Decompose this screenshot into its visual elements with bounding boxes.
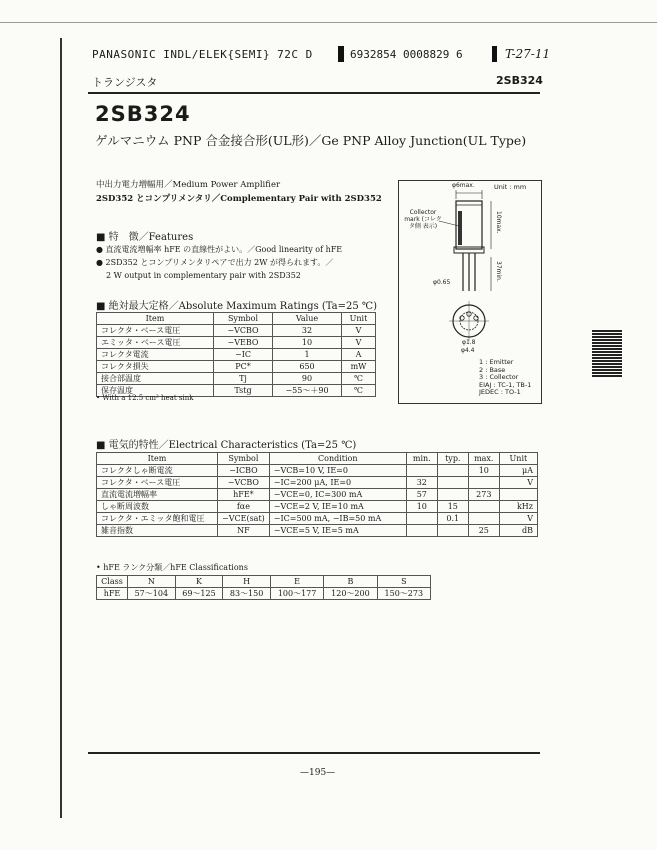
cell: −VEBO bbox=[214, 337, 273, 349]
header-code-line: 6932854 0008829 6 bbox=[350, 48, 463, 61]
cell: −IC=200 μA, IE=0 bbox=[269, 477, 406, 489]
table-row bbox=[97, 465, 538, 477]
table-row bbox=[97, 373, 376, 385]
diagram-pin-list bbox=[479, 359, 531, 397]
cell: −VCB=10 V, IE=0 bbox=[269, 465, 406, 477]
abs-max-table bbox=[96, 312, 376, 397]
table-header-row bbox=[97, 576, 431, 588]
cell: −VCE=5 V, IE=5 mA bbox=[269, 525, 406, 537]
cell: Tj bbox=[214, 373, 273, 385]
cell: E bbox=[270, 576, 323, 588]
diagram-dim-base: φ4.4 bbox=[461, 347, 475, 354]
cell: 10 bbox=[468, 465, 499, 477]
diagram-unit: Unit : mm bbox=[494, 183, 527, 191]
cell bbox=[437, 465, 468, 477]
left-border bbox=[60, 38, 62, 818]
cell: PC* bbox=[214, 361, 273, 373]
cell: コレクタ・ベース電圧 bbox=[97, 477, 218, 489]
cell: fαe bbox=[218, 501, 270, 513]
cell: コレクタ・ベース電圧 bbox=[97, 325, 214, 337]
cell: hFE* bbox=[218, 489, 270, 501]
eiaj-label: EIAJ : TC-1, TB-1 bbox=[479, 380, 532, 389]
elec-table bbox=[96, 452, 538, 537]
cell: 69～125 bbox=[175, 588, 223, 600]
diagram-dim-top: φ6max. bbox=[452, 182, 475, 189]
cell: −VCE=0, IC=300 mA bbox=[269, 489, 406, 501]
elec-title: ■ 電気的特性／Electrical Characteristics (Ta=25 ℃) bbox=[96, 440, 357, 451]
cell: しゃ断周波数 bbox=[97, 501, 218, 513]
diagram-dim-lead-length: 37min. bbox=[495, 261, 502, 282]
index-thumb-tab bbox=[592, 330, 622, 378]
cell: 57～104 bbox=[128, 588, 176, 600]
cell: 32 bbox=[406, 477, 437, 489]
col-header: Item bbox=[97, 453, 218, 465]
cell: 10 bbox=[406, 501, 437, 513]
table-row bbox=[97, 361, 376, 373]
cell: mW bbox=[342, 361, 376, 373]
application-line-2: 2SD352 とコンプリメンタリ／Complementary Pair with 2SD352 bbox=[96, 194, 382, 204]
cell: 接合部温度 bbox=[97, 373, 214, 385]
cell: 650 bbox=[273, 361, 342, 373]
table-row bbox=[97, 525, 538, 537]
header-part-right: 2SB324 bbox=[496, 74, 543, 87]
col-header: Symbol bbox=[214, 313, 273, 325]
diagram-dim-height: 10max. bbox=[495, 211, 502, 234]
cell: V bbox=[499, 477, 537, 489]
scan-edge-line bbox=[0, 22, 657, 23]
table-row bbox=[97, 337, 376, 349]
cell: V bbox=[342, 325, 376, 337]
cell: 雑音指数 bbox=[97, 525, 218, 537]
cell bbox=[437, 525, 468, 537]
header-category: トランジスタ bbox=[92, 76, 158, 89]
cell bbox=[406, 513, 437, 525]
hfe-table bbox=[96, 575, 431, 600]
cell: S bbox=[377, 576, 430, 588]
pin-label: 3 : Collector bbox=[479, 373, 519, 381]
hfe-title: • hFE ランク分類／hFE Classifications bbox=[96, 563, 248, 572]
application-line-1: 中出力電力増幅用／Medium Power Amplifier bbox=[96, 180, 281, 190]
cell: NF bbox=[218, 525, 270, 537]
cell bbox=[437, 489, 468, 501]
pin-label: 2 : Base bbox=[479, 365, 506, 374]
cell: 57 bbox=[406, 489, 437, 501]
cell: ℃ bbox=[342, 373, 376, 385]
cell: −VCE(sat) bbox=[218, 513, 270, 525]
header-handwritten-note: T-27-11 bbox=[505, 47, 551, 61]
feature-item-3: 2 W output in complementary pair with 2SD352 bbox=[106, 271, 301, 280]
cell: 90 bbox=[273, 373, 342, 385]
table-row bbox=[97, 513, 538, 525]
cell: ℃ bbox=[342, 385, 376, 397]
cell: N bbox=[128, 576, 176, 588]
table-row bbox=[97, 477, 538, 489]
feature-item-2: ● 2SD352 とコンプリメンタリペアで出力 2W が得られます。／ bbox=[96, 258, 334, 267]
section-square-icon: ■ bbox=[96, 301, 109, 312]
cell: V bbox=[342, 337, 376, 349]
section-square-icon: ■ bbox=[96, 232, 109, 243]
table-row bbox=[97, 349, 376, 361]
cell: H bbox=[223, 576, 271, 588]
cell: 保存温度 bbox=[97, 385, 214, 397]
cell: 直流電流増幅率 bbox=[97, 489, 218, 501]
page-title: 2SB324 bbox=[95, 102, 191, 126]
col-header: min. bbox=[406, 453, 437, 465]
abs-max-title: ■ 絶対最大定格／Absolute Maximum Ratings (Ta=25 ℃) bbox=[96, 301, 378, 312]
features-title: ■ 特 徴／Features bbox=[96, 232, 194, 243]
cell: 150～273 bbox=[377, 588, 430, 600]
header-rule bbox=[88, 92, 540, 94]
cell bbox=[406, 465, 437, 477]
cell: コレクタしゃ断電流 bbox=[97, 465, 218, 477]
cell: −IC=500 mA, −IB=50 mA bbox=[269, 513, 406, 525]
cell: V bbox=[499, 513, 537, 525]
table-header-row bbox=[97, 313, 376, 325]
cell: A bbox=[342, 349, 376, 361]
cell bbox=[468, 513, 499, 525]
header-marker-block bbox=[338, 46, 344, 62]
col-header: Value bbox=[273, 313, 342, 325]
diagram-collector-mark: Collector mark (コレクタ側 表示) bbox=[404, 209, 442, 230]
cell: −VCE=2 V, IE=10 mA bbox=[269, 501, 406, 513]
bullet-dot-icon: ● bbox=[96, 258, 106, 267]
cell: 25 bbox=[468, 525, 499, 537]
cell bbox=[468, 501, 499, 513]
cell: 100～177 bbox=[270, 588, 323, 600]
cell: 0.1 bbox=[437, 513, 468, 525]
abs-max-note: • With a 12.5 cm² heat sink bbox=[96, 394, 194, 402]
col-header: Unit bbox=[499, 453, 537, 465]
jedec-label: JEDEC : TO-1 bbox=[479, 388, 521, 396]
col-header: Condition bbox=[269, 453, 406, 465]
cell: 273 bbox=[468, 489, 499, 501]
feature-item-1: ● 直流電流増幅率 hFE の直線性がよい。／Good linearity of hFE bbox=[96, 245, 343, 254]
col-header: Item bbox=[97, 313, 214, 325]
cell: Tstg bbox=[214, 385, 273, 397]
header-company-line: PANASONIC INDL/ELEK{SEMI} 72C D bbox=[92, 48, 313, 61]
table-header-row bbox=[97, 453, 538, 465]
cell: 10 bbox=[273, 337, 342, 349]
cell: −ICBO bbox=[218, 465, 270, 477]
col-header: Unit bbox=[342, 313, 376, 325]
cell bbox=[406, 525, 437, 537]
cell: コレクタ電流 bbox=[97, 349, 214, 361]
table-row bbox=[97, 325, 376, 337]
cell: −IC bbox=[214, 349, 273, 361]
cell: 83～150 bbox=[223, 588, 271, 600]
col-header: typ. bbox=[437, 453, 468, 465]
col-header: Symbol bbox=[218, 453, 270, 465]
cell bbox=[437, 477, 468, 489]
cell: 1 bbox=[273, 349, 342, 361]
header-marker-block-2 bbox=[492, 46, 497, 62]
cell: B bbox=[324, 576, 377, 588]
cell: hFE bbox=[97, 588, 128, 600]
cell: Class bbox=[97, 576, 128, 588]
diagram-dim-lead: φ0.65 bbox=[433, 279, 451, 286]
diagram-dim-pcd: φ1.8 bbox=[462, 339, 476, 346]
cell: −VCBO bbox=[214, 325, 273, 337]
cell: 32 bbox=[273, 325, 342, 337]
cell: 120～200 bbox=[324, 588, 377, 600]
cell bbox=[468, 477, 499, 489]
cell bbox=[499, 489, 537, 501]
table-row bbox=[97, 501, 538, 513]
cell: dB bbox=[499, 525, 537, 537]
pin-label: 1 : Emitter bbox=[479, 358, 514, 366]
footer-rule bbox=[88, 752, 540, 754]
bullet-dot-icon: ● bbox=[96, 245, 106, 254]
cell: kHz bbox=[499, 501, 537, 513]
cell: エミッタ・ベース電圧 bbox=[97, 337, 214, 349]
section-square-icon: ■ bbox=[96, 440, 109, 451]
cell: −VCBO bbox=[218, 477, 270, 489]
package-diagram bbox=[398, 180, 542, 404]
cell: K bbox=[175, 576, 223, 588]
col-header: max. bbox=[468, 453, 499, 465]
cell: コレクタ損失 bbox=[97, 361, 214, 373]
cell: コレクタ・エミッタ飽和電圧 bbox=[97, 513, 218, 525]
cell: μA bbox=[499, 465, 537, 477]
cell: −55～＋90 bbox=[273, 385, 342, 397]
table-row bbox=[97, 489, 538, 501]
page-subtitle: ゲルマニウム PNP 合金接合形(UL形)／Ge PNP Alloy Junction(UL Type) bbox=[95, 133, 527, 148]
table-row bbox=[97, 588, 431, 600]
page-number: —195— bbox=[300, 768, 336, 778]
cell: 15 bbox=[437, 501, 468, 513]
